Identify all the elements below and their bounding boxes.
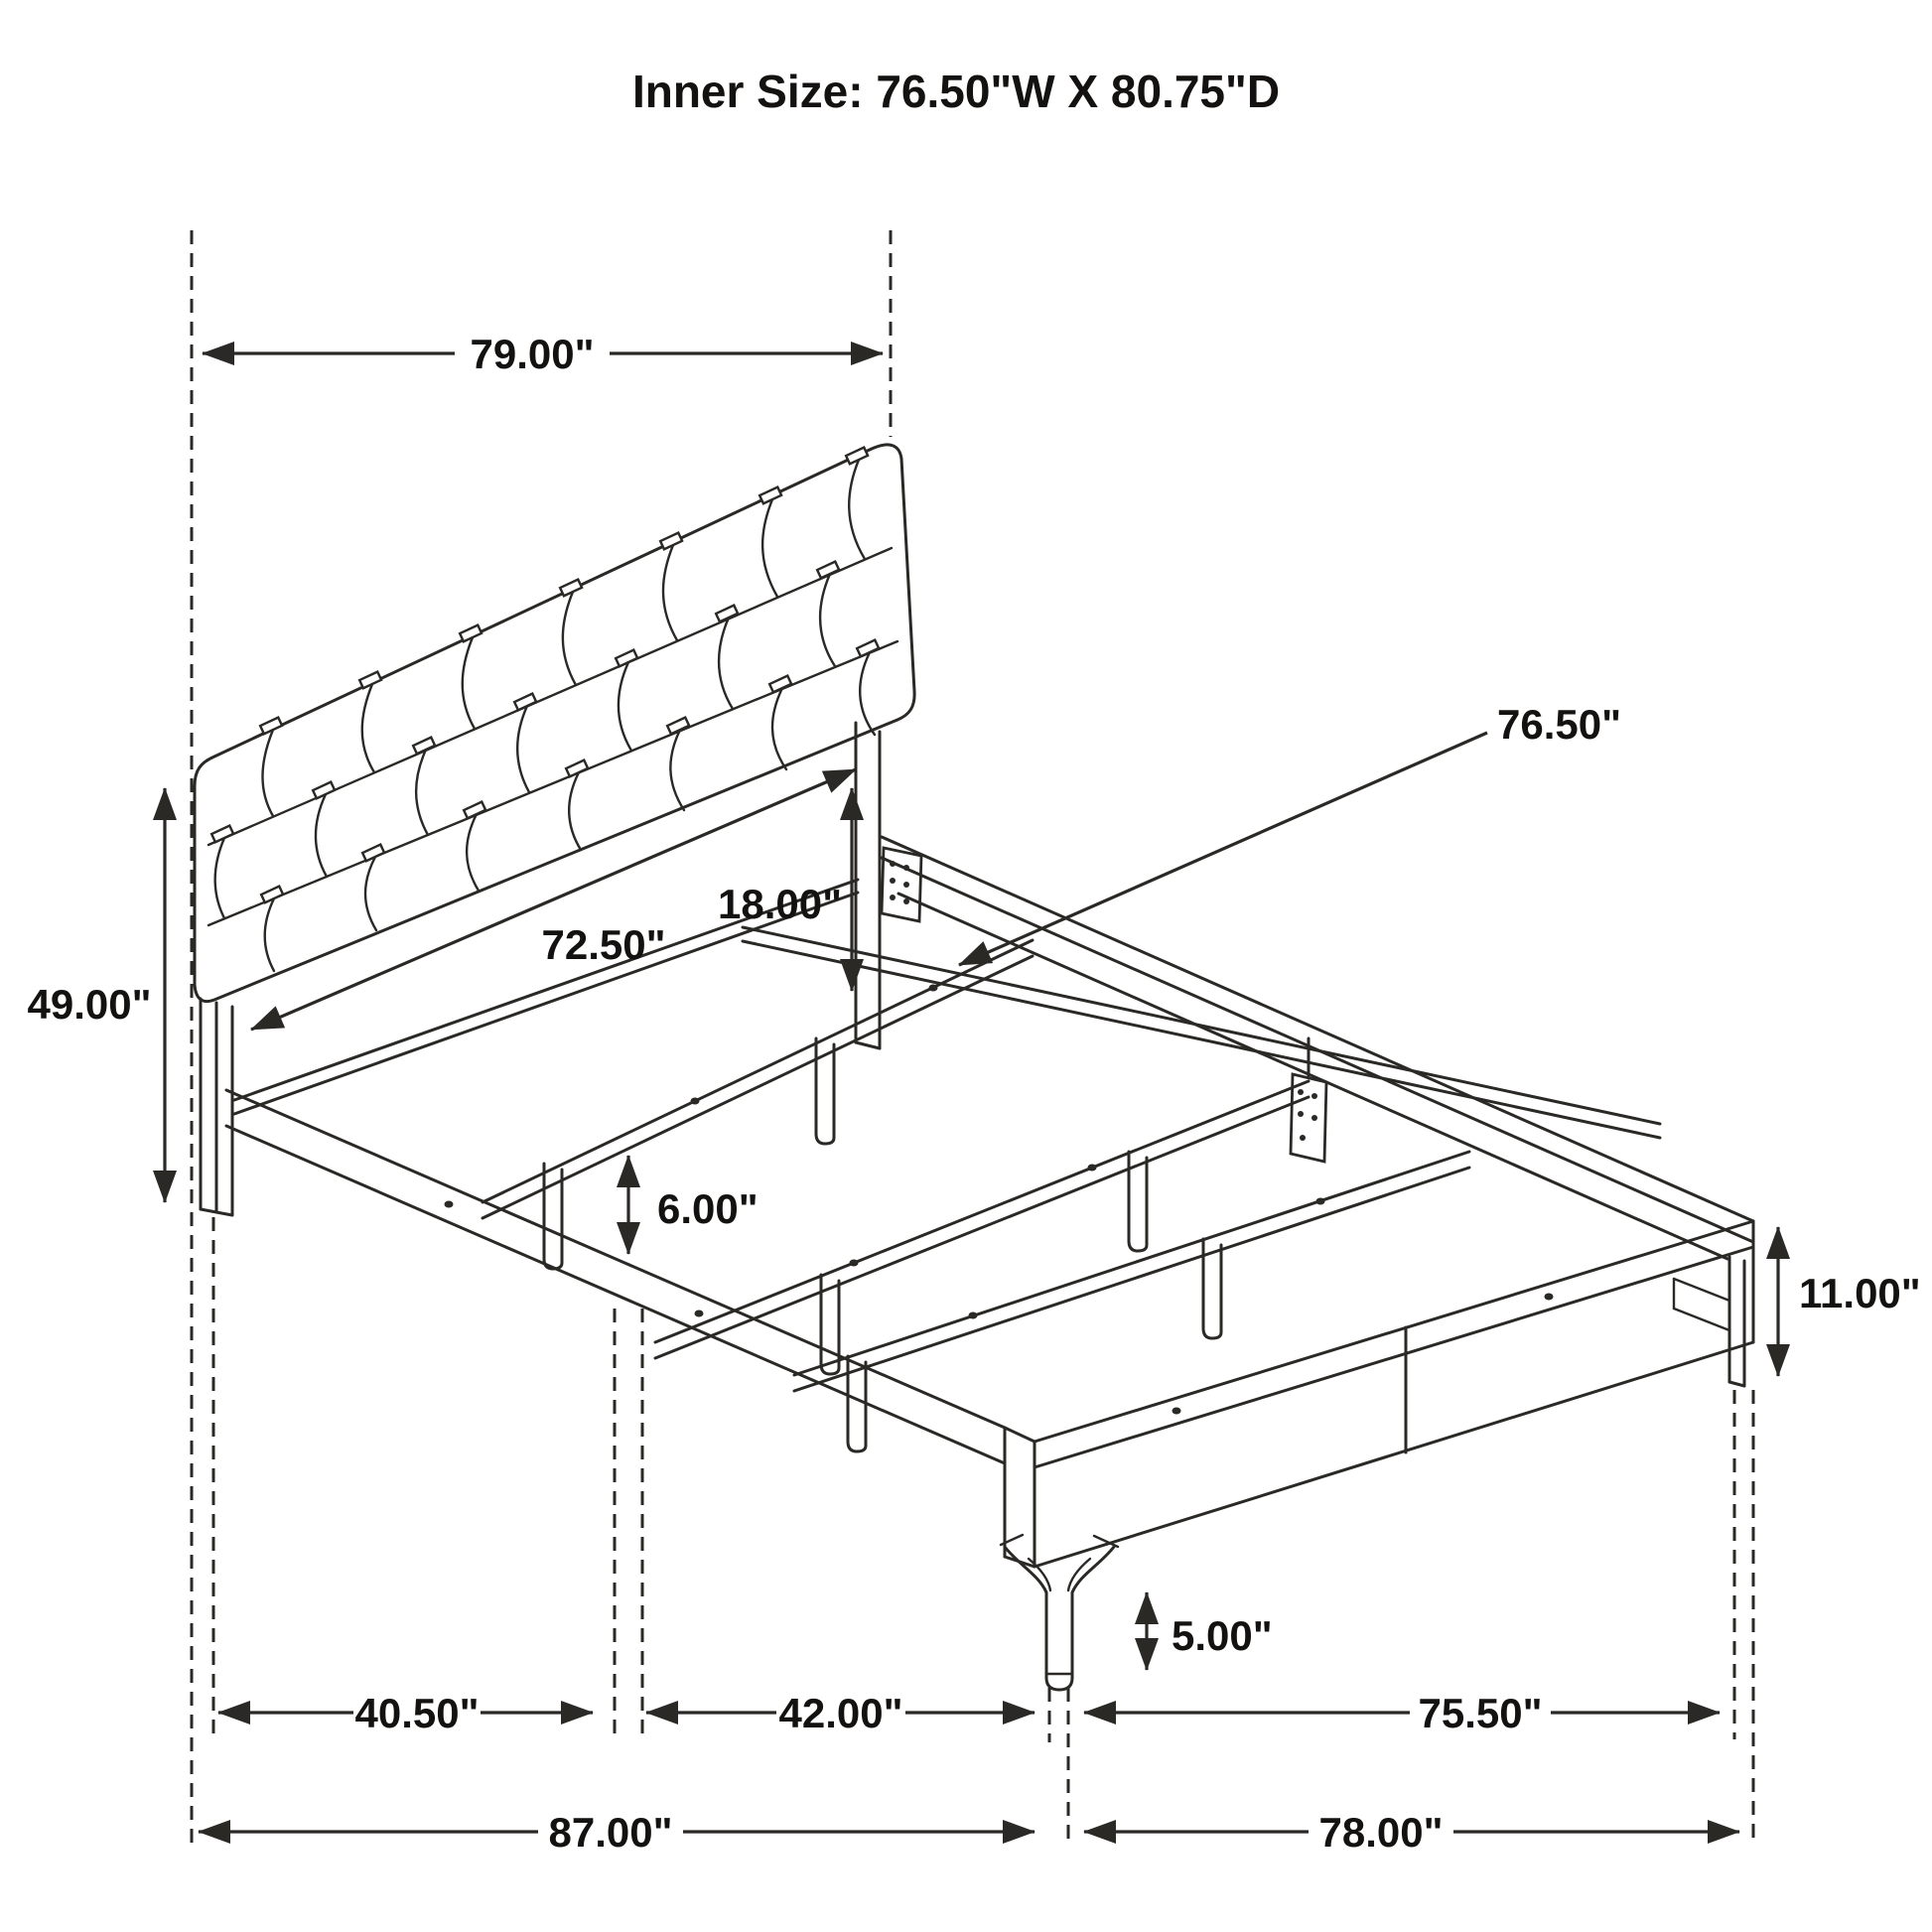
dim-label-side-rail-length: 75.50": [1418, 1690, 1543, 1736]
bed-line-art: [195, 445, 1753, 1690]
dim-slat-clearance: [628, 1156, 759, 1254]
dim-label-frame-side-height: 11.00": [1799, 1270, 1921, 1316]
dim-inner-width-leader: [959, 701, 1621, 965]
dim-label-overall-width: 79.00": [470, 331, 595, 377]
dim-frame-length: [1084, 1809, 1739, 1856]
dim-label-frame-length: 78.00": [1318, 1809, 1444, 1856]
dim-label-headboard-height: 49.00": [27, 981, 152, 1028]
dim-frame-side-height: [1778, 1227, 1921, 1376]
slat-leg: [544, 1164, 562, 1269]
right-foot: [1674, 1257, 1744, 1386]
projection-lines: [192, 230, 1753, 1845]
dim-label-headboard-panel-height: 18.00": [717, 881, 842, 927]
dim-side-rail-length: [1084, 1690, 1720, 1736]
dim-label-mid-section: 42.00": [778, 1690, 903, 1736]
front-panel: [1005, 1221, 1753, 1567]
dim-overall-width: [203, 331, 883, 377]
dim-label-slat-clearance: 6.00": [657, 1185, 759, 1232]
dim-label-overall-length: 87.00": [548, 1809, 673, 1856]
dim-label-foot-height: 5.00": [1172, 1612, 1273, 1659]
dim-label-inner-width: 76.50": [1497, 701, 1622, 748]
dim-head-section: [218, 1690, 593, 1736]
diagram-title: Inner Size: 76.50"W X 80.75"D: [631, 66, 1281, 117]
frame-rails: [226, 837, 1753, 1463]
dim-label-head-section: 40.50": [354, 1690, 480, 1736]
headboard-legs: [201, 723, 921, 1215]
dim-headboard-height: [27, 788, 165, 1202]
slat-bars: [483, 940, 1469, 1451]
tuft-buttons: [211, 448, 879, 903]
dimension-annotations: [27, 331, 1920, 1856]
dim-mid-section: [646, 1690, 1035, 1736]
dim-overall-length: [199, 1809, 1035, 1856]
dim-foot-height: [1147, 1592, 1273, 1670]
dim-label-upholstery-width: 72.50": [541, 921, 666, 968]
